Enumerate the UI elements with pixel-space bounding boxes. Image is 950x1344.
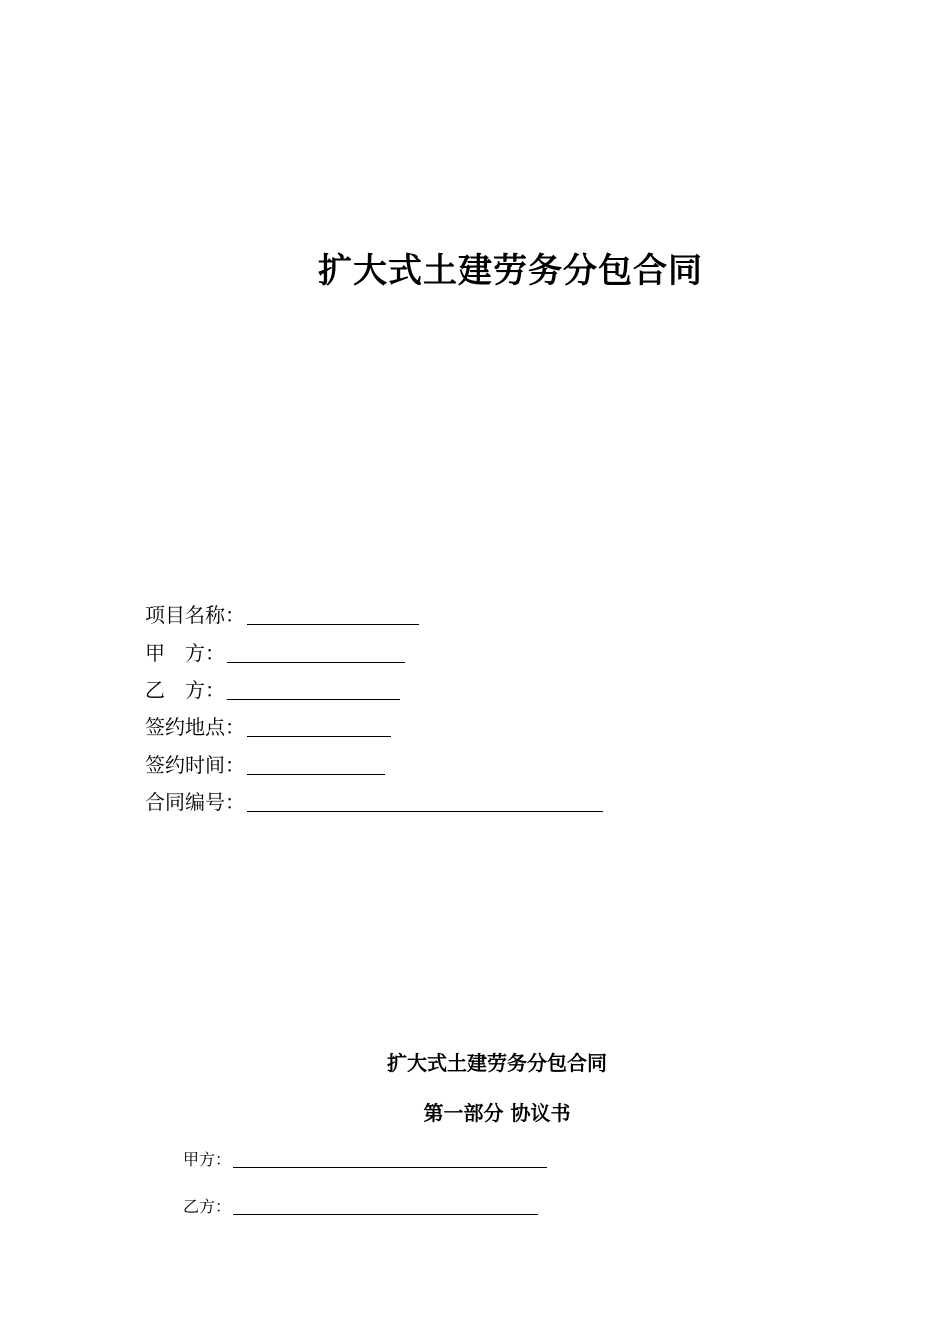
field-label: 签约地点： xyxy=(145,715,245,739)
blank-line[interactable] xyxy=(247,602,419,625)
cover-title: 扩大式土建劳务分包合同 xyxy=(318,251,703,291)
blank-line[interactable] xyxy=(247,714,391,737)
blank-line[interactable] xyxy=(233,1196,538,1215)
agreement-party-b xyxy=(183,1194,538,1217)
field-label: 乙 方： xyxy=(145,678,225,702)
blank-line[interactable] xyxy=(233,1149,547,1168)
field-project-name xyxy=(145,598,419,628)
field-party-b xyxy=(145,673,400,703)
field-label: 甲 方： xyxy=(145,641,225,665)
field-signing-place xyxy=(145,710,391,740)
party-a-label: 甲方： xyxy=(183,1150,232,1169)
agreement-subtitle: 第一部分 协议书 xyxy=(423,1101,571,1125)
blank-line[interactable] xyxy=(227,677,400,700)
blank-line[interactable] xyxy=(247,789,603,812)
field-contract-number xyxy=(145,785,603,815)
party-b-label: 乙方： xyxy=(183,1197,232,1216)
agreement-party-a xyxy=(183,1147,547,1170)
field-party-a xyxy=(145,636,405,666)
agreement-title: 扩大式土建劳务分包合同 xyxy=(387,1051,607,1075)
blank-line[interactable] xyxy=(247,752,385,775)
field-label: 合同编号： xyxy=(145,790,245,814)
field-signing-time xyxy=(145,748,385,778)
blank-line[interactable] xyxy=(227,640,405,663)
field-label: 签约时间： xyxy=(145,753,245,777)
field-label: 项目名称： xyxy=(145,603,245,627)
